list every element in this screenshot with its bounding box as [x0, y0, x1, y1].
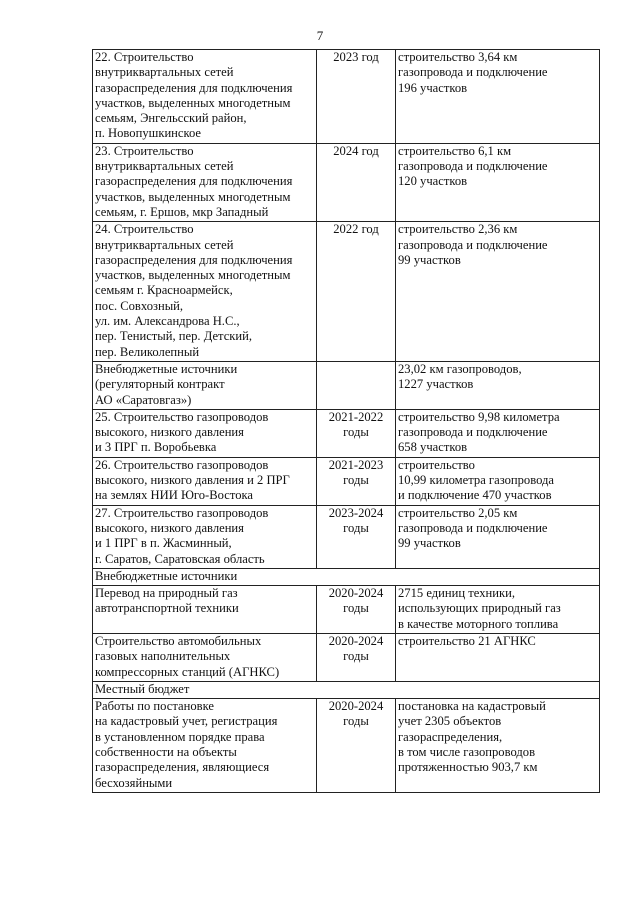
text-line: строительство 9,98 километра	[398, 409, 560, 424]
text-line: 26. Строительство газопроводов	[95, 457, 269, 472]
period-cell	[317, 361, 396, 409]
table-row	[93, 633, 600, 681]
text-line: годы	[343, 601, 369, 616]
result-cell	[396, 222, 600, 362]
text-line: бесхозяйными	[95, 775, 173, 790]
table-row	[93, 143, 600, 221]
project-cell	[93, 699, 317, 793]
program-table-body	[93, 50, 600, 793]
text-line: годы	[343, 425, 369, 440]
text-line: строительство 3,64 км	[398, 50, 518, 64]
period-cell	[317, 143, 396, 221]
text-line: 23. Строительство	[95, 143, 194, 158]
table-row	[93, 505, 600, 568]
text-line: 99 участков	[398, 536, 461, 551]
text-line: на кадастровый учет, регистрация	[95, 714, 278, 729]
section-row	[93, 681, 600, 698]
section-label: Местный бюджет	[93, 681, 600, 698]
text-line: семьям, г. Ершов, мкр Западный	[95, 204, 269, 219]
result-cell	[396, 505, 600, 568]
text-line: и 1 ПРГ в п. Жасминный,	[95, 536, 232, 551]
text-line: автотранспортной техники	[95, 601, 239, 616]
section-label: Внебюджетные источники	[93, 568, 600, 585]
text-line: использующих природный газ	[398, 601, 561, 616]
period-cell	[317, 586, 396, 634]
text-line: годы	[343, 520, 369, 535]
text-line: 25. Строительство газопроводов	[95, 409, 269, 424]
text-line: газопровода и подключение	[398, 425, 548, 440]
table-row	[93, 222, 600, 362]
text-line: и 3 ПРГ п. Воробьевка	[95, 440, 217, 455]
period-cell	[317, 409, 396, 457]
text-line: 196 участков	[398, 80, 468, 95]
period-cell	[317, 633, 396, 681]
text-line: ул. им. Александрова Н.С.,	[95, 314, 240, 329]
text-line: на землях НИИ Юго-Востока	[95, 488, 254, 503]
period-cell	[317, 699, 396, 793]
text-line: газопровода и подключение	[398, 237, 548, 252]
text-line: 2023 год	[333, 50, 379, 64]
text-line: пер. Великолепный	[95, 344, 200, 359]
program-table	[92, 49, 600, 793]
text-line: строительство 2,36 км	[398, 222, 518, 237]
result-cell	[396, 633, 600, 681]
table-row	[93, 409, 600, 457]
text-line: 2021-2023	[328, 457, 384, 472]
result-cell	[396, 143, 600, 221]
text-line: 2022 год	[333, 222, 379, 237]
text-line: 1227 участков	[398, 377, 474, 392]
text-line: 27. Строительство газопроводов	[95, 505, 269, 520]
table-row	[93, 699, 600, 793]
text-line: газораспределения для подключения	[95, 80, 293, 95]
period-cell	[317, 50, 396, 144]
text-line: Работы по постановке	[95, 699, 214, 714]
text-line: участков, выделенных многодетным	[95, 268, 291, 283]
text-line: участков, выделенных многодетным	[95, 95, 291, 110]
text-line: п. Новопушкинское	[95, 126, 202, 141]
text-line: строительство	[398, 457, 475, 472]
project-cell	[93, 409, 317, 457]
text-line: газораспределения для подключения	[95, 174, 293, 189]
text-line: Перевод на природный газ	[95, 586, 238, 601]
project-cell	[93, 222, 317, 362]
text-line: газопровода и подключение	[398, 159, 548, 174]
text-line: газопровода и подключение	[398, 65, 548, 80]
text-line: 2020-2024	[328, 586, 384, 601]
text-line: газораспределения,	[398, 729, 503, 744]
text-line: собственности на объекты	[95, 745, 237, 760]
table-row	[93, 586, 600, 634]
text-line: внутриквартальных сетей	[95, 159, 234, 174]
text-line: годы	[343, 714, 369, 729]
project-cell	[93, 586, 317, 634]
text-line: 23,02 км газопроводов,	[398, 361, 522, 376]
text-line: 2024 год	[333, 143, 379, 158]
period-cell	[317, 222, 396, 362]
text-line: протяженностью 903,7 км	[398, 760, 538, 775]
project-cell	[93, 633, 317, 681]
section-row	[93, 568, 600, 585]
table-row	[93, 50, 600, 144]
result-cell	[396, 586, 600, 634]
text-line: строительство 6,1 км	[398, 143, 512, 158]
period-cell	[317, 457, 396, 505]
text-line: участков, выделенных многодетным	[95, 189, 291, 204]
text-line: 2020-2024	[328, 633, 384, 648]
result-cell	[396, 361, 600, 409]
text-line: газораспределения для подключения	[95, 252, 293, 267]
text-line: годы	[343, 649, 369, 664]
text-line: АО «Саратовгаз»)	[95, 392, 192, 407]
text-line: 24. Строительство	[95, 222, 194, 237]
text-line: высокого, низкого давления и 2 ПРГ	[95, 473, 290, 488]
text-line: годы	[343, 473, 369, 488]
text-line: строительство 21 АГНКС	[398, 633, 536, 648]
text-line: в установленном порядке права	[95, 729, 265, 744]
result-cell	[396, 50, 600, 144]
project-cell	[93, 143, 317, 221]
text-line: 658 участков	[398, 440, 468, 455]
text-line: (регуляторный контракт	[95, 377, 225, 392]
text-line: в качестве моторного топлива	[398, 616, 559, 631]
text-line: Строительство автомобильных	[95, 633, 262, 648]
project-cell	[93, 361, 317, 409]
period-cell	[317, 505, 396, 568]
text-line: 2020-2024	[328, 699, 384, 714]
text-line: семьям г. Красноармейск,	[95, 283, 233, 298]
text-line: постановка на кадастровый	[398, 699, 546, 714]
text-line: внутриквартальных сетей	[95, 237, 234, 252]
text-line: Внебюджетные источники	[95, 361, 238, 376]
result-cell	[396, 409, 600, 457]
text-line: компрессорных станций (АГНКС)	[95, 664, 280, 679]
text-line: 2021-2022	[328, 409, 384, 424]
project-cell	[93, 457, 317, 505]
text-line: внутриквартальных сетей	[95, 65, 234, 80]
text-line: в том числе газопроводов	[398, 745, 536, 760]
text-line: газораспределения, являющиеся	[95, 760, 270, 775]
text-line: семьям, Энгельсский район,	[95, 111, 247, 126]
text-line: 120 участков	[398, 174, 468, 189]
text-line: пос. Совхозный,	[95, 298, 184, 313]
project-cell	[93, 505, 317, 568]
text-line: газовых наполнительных	[95, 649, 231, 664]
text-line: и подключение 470 участков	[398, 488, 552, 503]
text-line: 22. Строительство	[95, 50, 194, 64]
result-cell	[396, 457, 600, 505]
text-line: газопровода и подключение	[398, 520, 548, 535]
table-row	[93, 361, 600, 409]
page-number: 7	[316, 28, 324, 43]
text-line: 99 участков	[398, 252, 461, 267]
text-line: г. Саратов, Саратовская область	[95, 551, 265, 566]
result-cell	[396, 699, 600, 793]
text-line: строительство 2,05 км	[398, 505, 518, 520]
text-line: 2715 единиц техники,	[398, 586, 515, 601]
text-line: высокого, низкого давления	[95, 520, 244, 535]
table-row	[93, 457, 600, 505]
text-line: пер. Тенистый, пер. Детский,	[95, 329, 253, 344]
project-cell	[93, 50, 317, 144]
text-line: 2023-2024	[328, 505, 384, 520]
text-line: учет 2305 объектов	[398, 714, 502, 729]
text-line: 10,99 километра газопровода	[398, 473, 555, 488]
text-line: высокого, низкого давления	[95, 425, 244, 440]
